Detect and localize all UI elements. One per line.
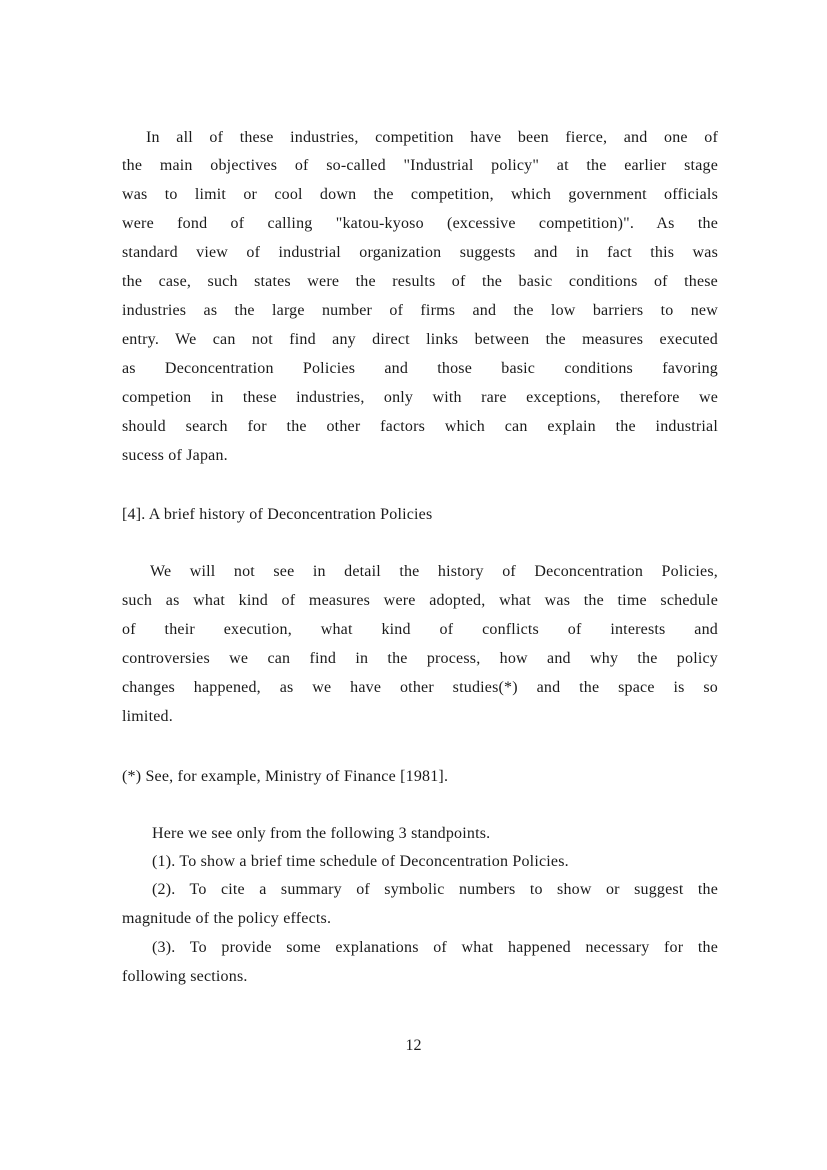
paragraph-1-line-2: the main objectives of so-called "Industrial policy" at the earlier stage: [122, 157, 718, 174]
paragraph-1-line-6: the case, such states were the results of the basic conditions of these: [122, 273, 718, 290]
paragraph-1-line-1: In all of these industries, competition have been fierce, and one of: [146, 129, 718, 146]
paragraph-1-line-11: should search for the other factors which can explain the industrial: [122, 418, 718, 435]
paragraph-1-line-5: standard view of industrial organization suggests and in fact this was: [122, 244, 718, 261]
footnote: (*) See, for example, Ministry of Finance [1981].: [122, 768, 449, 785]
paragraph-1-line-8: entry. We can not find any direct links between the measures executed: [122, 331, 718, 348]
paragraph-1-line-12: sucess of Japan.: [122, 447, 228, 464]
standpoints-intro: Here we see only from the following 3 standpoints.: [152, 825, 491, 842]
paragraph-2-line-2: such as what kind of measures were adopted, what was the time schedule: [122, 592, 718, 609]
paragraph-2-line-4: controversies we can find in the process, how and why the policy: [122, 650, 718, 667]
paragraph-2-line-3: of their execution, what kind of conflicts of interests and: [122, 621, 718, 638]
standpoint-item-2: (2). To cite a summary of symbolic numbers to show or suggest the: [152, 881, 718, 898]
standpoint-item-2-continued: magnitude of the policy effects.: [122, 910, 332, 927]
paragraph-1-line-3: was to limit or cool down the competition, which government officials: [122, 186, 718, 203]
standpoint-item-3: (3). To provide some explanations of what happened necessary for the: [152, 939, 718, 956]
section-heading: [4]. A brief history of Deconcentration Policies: [122, 506, 433, 523]
standpoint-item-3-continued: following sections.: [122, 968, 248, 985]
page-number: 12: [405, 1037, 422, 1054]
standpoint-item-1: (1). To show a brief time schedule of Deconcentration Policies.: [152, 853, 569, 870]
paragraph-1-line-7: industries as the large number of firms and the low barriers to new: [122, 302, 718, 319]
paragraph-1-line-9: as Deconcentration Policies and those basic conditions favoring: [122, 360, 718, 377]
paragraph-2-line-6: limited.: [122, 708, 173, 725]
paragraph-1-line-10: competion in these industries, only with rare exceptions, therefore we: [122, 389, 718, 406]
paragraph-2-line-1: We will not see in detail the history of Deconcentration Policies,: [150, 563, 718, 580]
paragraph-2-line-5: changes happened, as we have other studies(*) and the space is so: [122, 679, 718, 696]
paragraph-1-line-4: were fond of calling "katou-kyoso (excessive competition)". As the: [122, 215, 718, 232]
